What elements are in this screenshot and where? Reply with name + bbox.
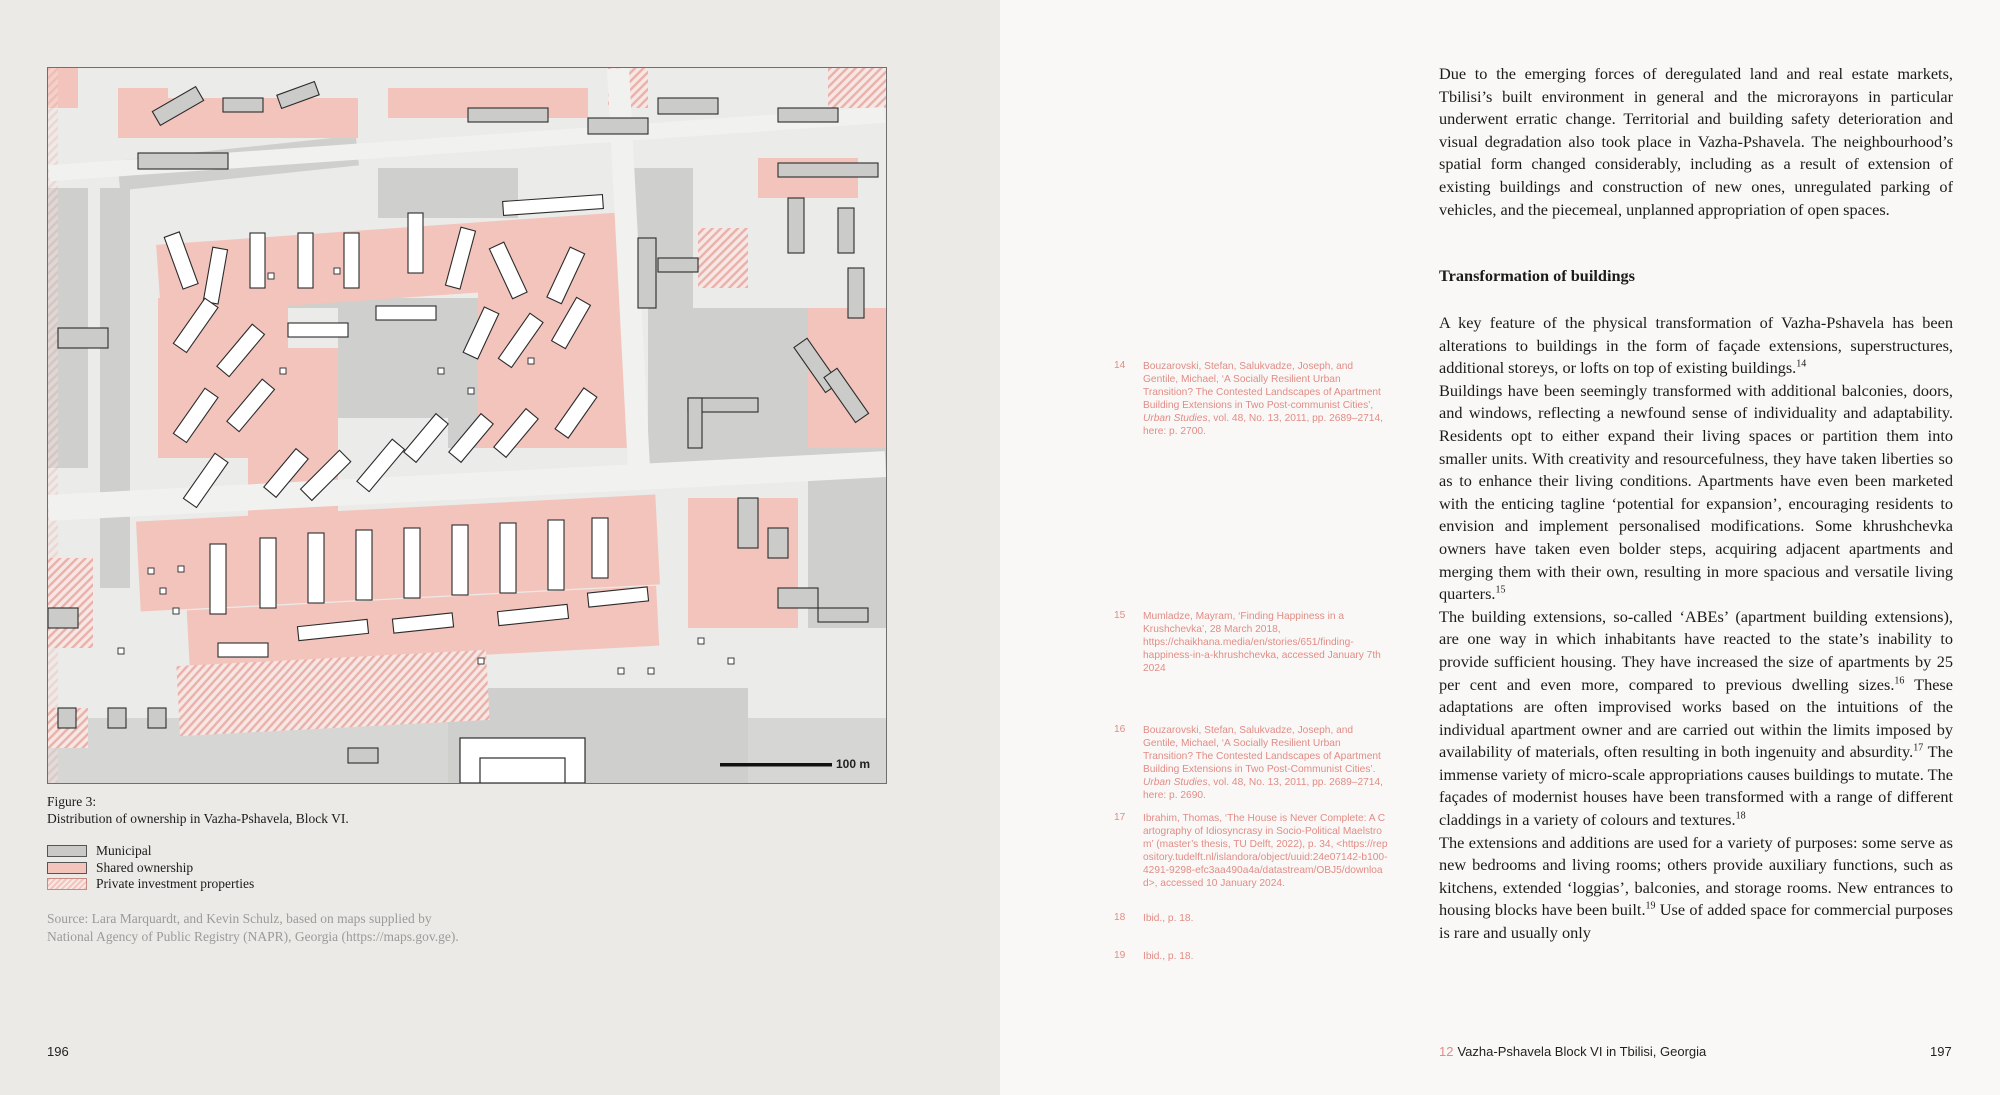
chapter-number: 12 [1439, 1044, 1454, 1059]
figure-caption [47, 793, 349, 827]
paragraph-3b-text: These adaptations are often improvised works based on the intuitions of the individual apartment owner and are carried out within the limits imposed by availability of materials, often resulting in both ingenuity and absurdity. [1439, 674, 1953, 762]
footnote-15 [1143, 610, 1388, 675]
legend-label: Municipal [96, 843, 152, 859]
footnote-text: Bouzarovski, Stefan, Salukvadze, Joseph, and Gentile, Michael, ‘A Socially Resilient Urban Transition? The Contested Landscapes of Apartment Building Extensions in Two Post-Communist Cities’. [1143, 725, 1381, 776]
paragraph-3c-text: The immense variety of micro-scale appropriations causes buildings to mutate. The façades of modernist houses have been transformed with a range of different claddings in a variety of colours and textures. [1439, 742, 1953, 830]
footnote-number: 16 [1114, 724, 1126, 735]
footnote-14 [1143, 360, 1388, 439]
footnote-ref-18[interactable]: 18 [1735, 810, 1746, 822]
scale-label: 100 m [836, 757, 871, 771]
footnote-number: 14 [1114, 360, 1126, 371]
legend-item-shared [47, 860, 254, 877]
map-legend [47, 843, 254, 893]
footnote-text: Ibid., p. 18. [1143, 913, 1194, 924]
footnote-19 [1143, 950, 1388, 963]
legend-item-private [47, 876, 254, 893]
chapter-title: Vazha-Pshavela Block VI in Tbilisi, Georgia [1457, 1044, 1707, 1059]
footnote-18 [1143, 912, 1388, 925]
footnote-number: 17 [1114, 812, 1126, 823]
paragraph-1-text: A key feature of the physical transformation of Vazha-Pshavela has been alterations to buildings in the form of façade extensions, superstructures, additional storeys, or lofts on top of existing buildings. [1439, 313, 1953, 378]
footnote-journal: Urban Studies [1143, 777, 1208, 789]
intro-text: Due to the emerging forces of deregulated land and real estate markets, Tbilisi’s built environment in general and the microrayons in particular underwent erratic change. Territorial and building safety deterioration and visual degradation also took place in Vazha-Pshavela. The neighbourhood’s spatial form changed considerably, including as a result of extension of existing buildings and construction of new ones, unregulated parking of vehicles, and the piecemeal, unplanned appropriation of open spaces. [1439, 64, 1953, 219]
paragraph-4 [1439, 832, 1953, 945]
footnote-text: Mumladze, Mayram, ‘Finding Happiness in a Krushchevka’, 28 March 2018, https://chaikhana.media/en/stories/651/finding-happiness-in-a-khrushchevka, accessed January 7th 2024 [1143, 611, 1381, 675]
paragraph-4-tail: Use of added space for commercial purposes is rare and usually only [1439, 900, 1953, 943]
footnote-16 [1143, 724, 1388, 803]
paragraph-1 [1439, 312, 1953, 380]
footnote-ref-16[interactable]: 16 [1894, 675, 1905, 687]
legend-label: Private investment properties [96, 876, 255, 892]
legend-label: Shared ownership [96, 859, 194, 875]
footnote-text: Bouzarovski, Stefan, Salukvadze, Joseph, and Gentile, Michael, ‘A Socially Resilient Urban Transition? The Contested Landscapes of Apartment Building Extensions in Two Post-communist Cities’, [1143, 361, 1381, 412]
footnote-text: Ibrahim, Thomas, ‘The House is Never Complete: A Cartography of Idiosyncrasy in Socio-Political Maelstrom’ (master’s thesis, TU Delft, 2022), p. 34, <https://repository.tudelft.nl/islandora/object/uuid:24e07142-b100-4291-9298-efc3aa490a4a/datastream/OBJ5/download>, accessed 10 January 2024. [1143, 813, 1388, 890]
paragraph-3a-text: The building extensions, so-called ‘ABEs’ (apartment building extensions), are one way in which inhabitants have reacted to the state’s inability to provide sufficient housing. They have increased the size of apartments by 25 per cent and even more, compared to previous dwelling sizes. [1439, 606, 1953, 694]
paragraph-2-text: Buildings have been seemingly transformed with additional balconies, doors, and windows, reflecting a newfound sense of individuality and adaptability. Residents opt to either expand their living spaces or partition them into smaller units. With creativity and resourcefulness, they have taken liberties so as to enhance their living conditions. Apartments have even been marketed with the enticing tagline ‘potential for expansion’, encouraging residents to envision and implement personalised modifications. Some khrushchevka owners have taken even bolder steps, acquiring adjacent apartments and merging them with their own, resulting in more spacious and versatile living quarters. [1439, 380, 1953, 604]
legend-swatch-municipal [47, 845, 87, 857]
footnote-number: 18 [1114, 912, 1126, 923]
paragraph-2 [1439, 380, 1953, 606]
map-drawing [48, 68, 886, 783]
paragraph-3 [1439, 606, 1953, 832]
footnote-number: 19 [1114, 950, 1126, 961]
footnote-ref-17[interactable]: 17 [1913, 742, 1924, 754]
figure-text: Distribution of ownership in Vazha-Pshavela, Block VI. [47, 811, 349, 826]
footnote-ref-19[interactable]: 19 [1645, 901, 1656, 913]
footnote-journal: Urban Studies [1143, 413, 1208, 425]
source-note [47, 910, 459, 946]
figure-label: Figure 3: [47, 794, 97, 809]
legend-swatch-shared [47, 862, 87, 874]
main-body [1439, 312, 1953, 945]
paragraph-4-text: The extensions and additions are used for a variety of purposes: some serve as new bedrooms and living rooms; others provide auxiliary functions, such as kitchens, extended ‘loggias’, balconies, and storage rooms. New entrances to housing blocks have been built. [1439, 832, 1953, 920]
source-line-2: National Agency of Public Registry (NAPR), Georgia (https://maps.gov.ge). [47, 929, 459, 944]
legend-item-municipal [47, 843, 254, 860]
legend-swatch-private [47, 878, 87, 890]
intro-paragraph [1439, 63, 1953, 221]
footnote-text: Ibid., p. 18. [1143, 951, 1194, 962]
footnote-tail: , vol. 48, No. 13, 2011, pp. 2689–2714, here: p. 2690. [1143, 777, 1383, 802]
source-line-1: Source: Lara Marquardt, and Kevin Schulz, based on maps supplied by [47, 911, 432, 926]
footnote-tail: , vol. 48, No. 13, 2011, pp. 2689–2714, here: p. 2700. [1143, 413, 1383, 438]
scale-bar [720, 763, 832, 767]
footnote-17 [1143, 812, 1388, 891]
footnote-number: 15 [1114, 610, 1126, 621]
section-heading: Transformation of buildings [1439, 266, 1636, 285]
page-number-left: 196 [47, 1044, 69, 1059]
page-number-right: 197 [1930, 1044, 1952, 1059]
footnote-ref-15[interactable]: 15 [1495, 584, 1506, 596]
ownership-map [47, 67, 887, 784]
running-head [1439, 1044, 1706, 1059]
footnote-ref-14[interactable]: 14 [1796, 358, 1807, 370]
